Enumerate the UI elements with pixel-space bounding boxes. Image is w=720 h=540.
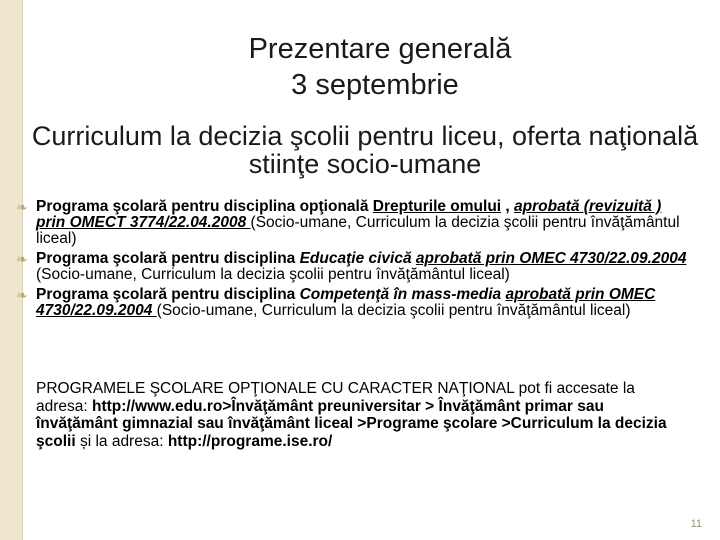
paragraph-intro: PROGRAMELE ŞCOLARE OPŢIONALE CU CARACTER NAŢIONAL pot fi accesate la adresa: bbox=[36, 380, 635, 415]
slide-title-line1: Prezentare generală bbox=[248, 33, 512, 65]
bullet-text: Programa şcolară pentru disciplina opţională bbox=[36, 198, 373, 215]
approval-order: aprobată prin OMEC 4730/22.09.2004 bbox=[415, 250, 687, 267]
paragraph-connector: și la adresa: bbox=[75, 432, 168, 450]
slide-title-line2: 3 septembrie bbox=[291, 69, 459, 101]
bullet-note: (Socio-umane, Curriculum la decizia şcolii pentru învăţământul liceal) bbox=[36, 266, 510, 283]
slide-subtitle: Curriculum la decizia şcolii pentru liceu, oferta naţională stiinţe socio-umane bbox=[31, 121, 699, 179]
approval-order: aprobată prin OMEC 4730/22.09.2004 bbox=[36, 286, 656, 319]
bullet-item bbox=[14, 199, 694, 247]
swirl-bullet-icon: ❧ bbox=[16, 199, 28, 215]
swirl-bullet-icon: ❧ bbox=[16, 251, 28, 267]
approval-order: aprobată (revizuită ) prin OMECT 3774/22.04.2008 bbox=[36, 198, 662, 231]
discipline-name: Educaţie civică bbox=[299, 250, 412, 267]
page-number: 11 bbox=[690, 518, 702, 530]
bullet-item bbox=[14, 287, 694, 319]
bullet-text: Programa şcolară pentru disciplina bbox=[36, 286, 300, 303]
edu-ro-path-link[interactable]: http://www.edu.ro>Învăţământ preuniversitar > Învăţământ primar sau învăţământ gimnazial sau învăţământ liceal >Programe şcolare >Curriculum la decizia şcolii bbox=[36, 397, 667, 450]
bullet-text: Programa şcolară pentru disciplina bbox=[36, 250, 300, 267]
bullet-note: (Socio-umane, Curriculum la decizia şcolii pentru învăţământul liceal) bbox=[36, 214, 680, 247]
ise-ro-link[interactable]: http://programe.ise.ro/ bbox=[167, 432, 333, 450]
bullet-note: (Socio-umane, Curriculum la decizia şcolii pentru învăţământul liceal) bbox=[156, 302, 631, 319]
discipline-name: Drepturile omului bbox=[372, 198, 502, 215]
swirl-bullet-icon: ❧ bbox=[16, 287, 28, 303]
bullet-list bbox=[14, 199, 694, 323]
resources-paragraph bbox=[36, 380, 676, 450]
separator: , bbox=[501, 198, 515, 215]
discipline-name: Competenţă în mass-media bbox=[299, 286, 502, 303]
bullet-item bbox=[14, 251, 694, 283]
